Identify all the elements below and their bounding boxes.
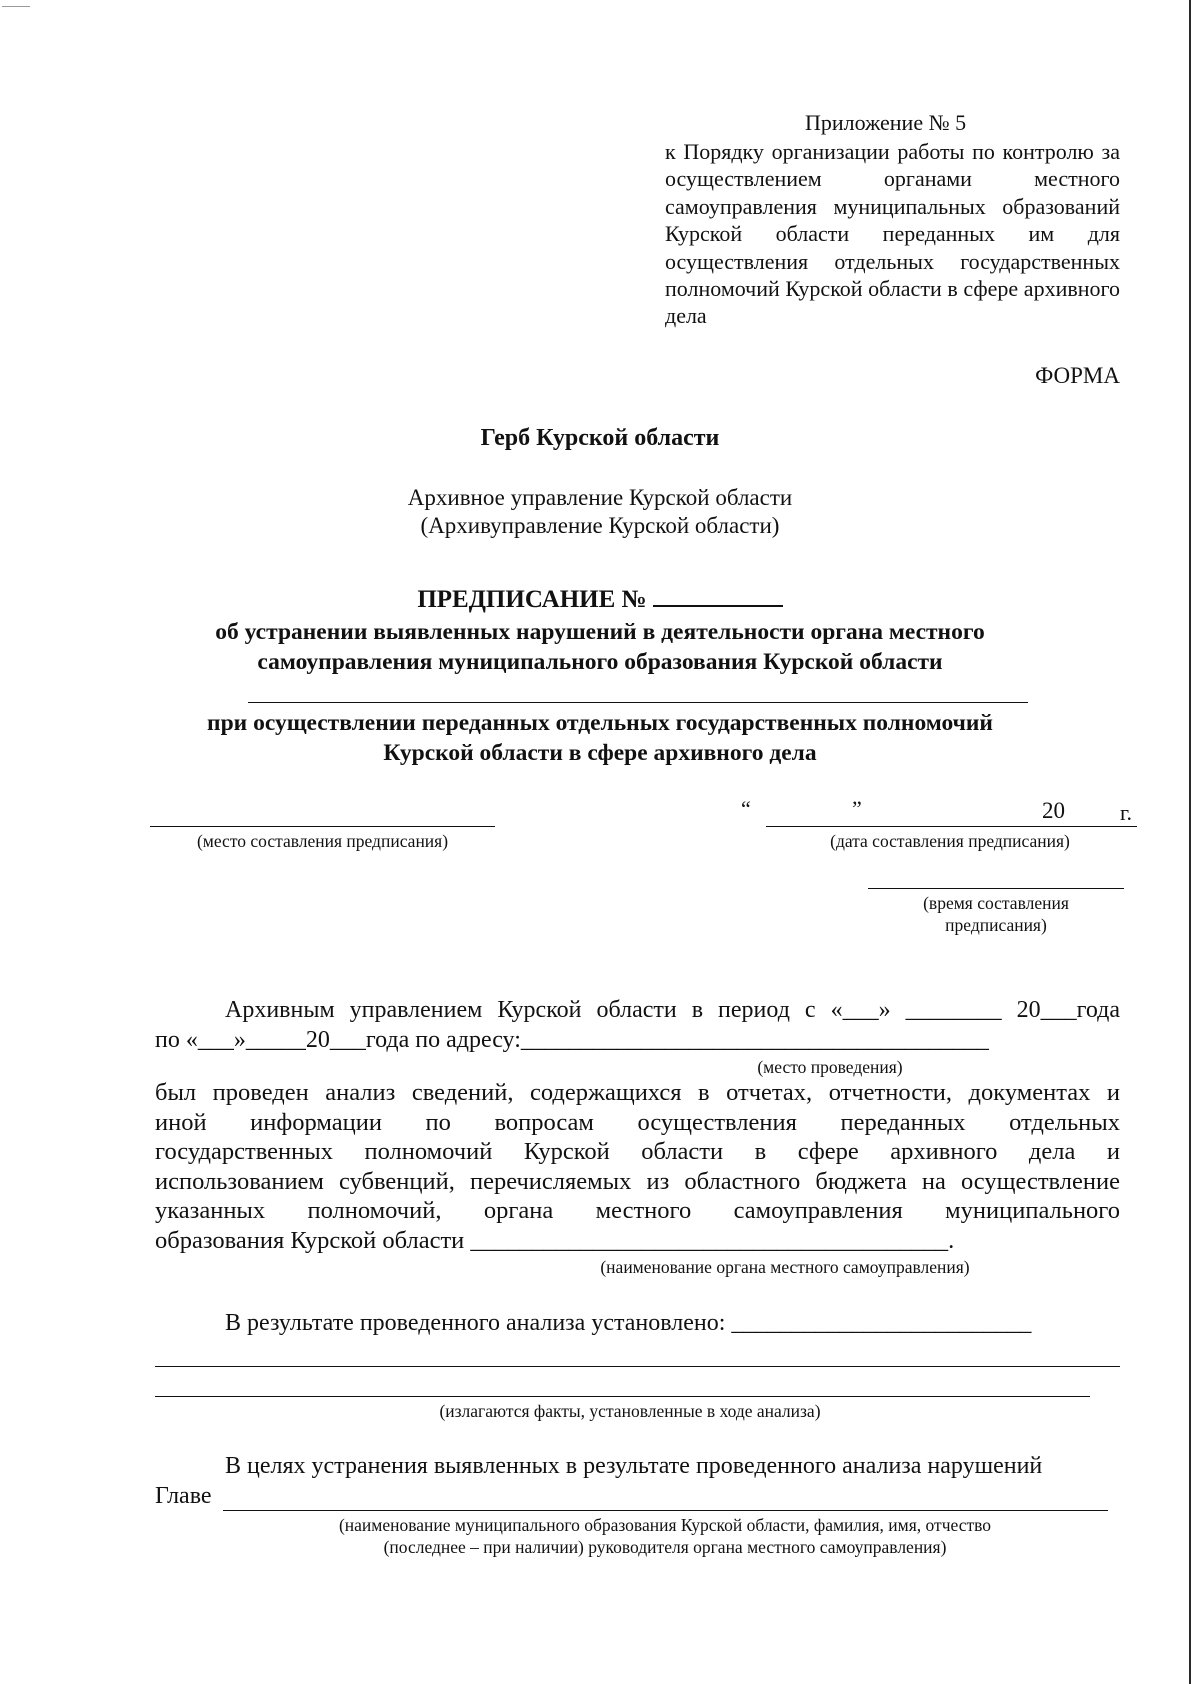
document-subtitle-continued: [0, 708, 1200, 768]
subtitle-line-3: при осуществлении переданных отдельных государственных полномочий: [207, 710, 993, 736]
head-label: Главе: [155, 1483, 212, 1509]
place-caption: (место составления предписания): [196, 831, 449, 851]
date-field[interactable]: [766, 826, 1137, 827]
result-caption: (излагаются факты, установленные в ходе анализа): [439, 1401, 821, 1421]
document-title: [0, 583, 1200, 614]
head-caption-line-2: (последнее – при наличии) руководителя органа местного самоуправления): [383, 1537, 947, 1557]
subtitle-line-4: Курской области в сфере архивного дела: [383, 740, 817, 766]
date-open-quote: “: [741, 796, 751, 821]
head-field[interactable]: [223, 1510, 1108, 1511]
analysis-body-line: использованием субвенций, перечисляемых из областного бюджета на осуществление: [155, 1167, 1120, 1195]
purpose-line: В целях устранения выявленных в результате проведенного анализа нарушений: [225, 1453, 1043, 1479]
municipality-field[interactable]: [248, 702, 1028, 703]
analysis-body-line: указанных полномочий, органа местного самоуправления муниципального: [155, 1197, 1120, 1224]
analysis-body-line: иной информации по вопросам осуществления переданных отдельных: [155, 1108, 1120, 1136]
appendix-body: к Порядку организации работы по контролю за осуществлением органами местного самоуправления муниципальных образований Курской области переданных им для осуществления отдельных государственных полномочий Курской области в сфере архивного дела: [665, 139, 1120, 329]
organization-block: [0, 484, 1200, 540]
analysis-body-line: был проведен анализ сведений, содержащихся в отчетах, отчетности, документах и: [155, 1079, 1120, 1106]
subtitle-line-1: об устранении выявленных нарушений в деятельности органа местного: [215, 619, 985, 645]
place-field[interactable]: [150, 826, 495, 827]
date-caption: (дата составления предписания): [830, 831, 1070, 851]
page-edge: [1189, 0, 1191, 1684]
analysis-body-line: государственных полномочий Курской области в сфере архивного дела и: [155, 1138, 1120, 1165]
analysis-line-1: Архивным управлением Курской области в период с «___» ________ 20___года: [225, 997, 1120, 1023]
analysis-body: [155, 1078, 1120, 1255]
date-year-prefix: 20: [1042, 798, 1065, 823]
form-label: ФОРМА: [1035, 363, 1120, 388]
result-field-line-1[interactable]: [155, 1366, 1120, 1367]
organization-short-name: (Архивуправление Курской области): [420, 513, 780, 538]
time-field[interactable]: [868, 888, 1124, 889]
subtitle-line-2: самоуправления муниципального образования Курской области: [257, 649, 943, 675]
analysis-place-caption: (место проведения): [757, 1057, 903, 1077]
analysis-line-2: по «___»_____20___года по адресу:_______________________________________: [155, 1027, 989, 1053]
result-field-line-2[interactable]: [155, 1396, 1090, 1397]
appendix-title: Приложение № 5: [805, 110, 967, 135]
coat-of-arms-placeholder: Герб Курской области: [480, 425, 720, 451]
document-subtitle: [0, 617, 1200, 677]
time-caption-line-1: (время составления: [923, 893, 1069, 913]
time-caption: [868, 892, 1124, 936]
page-edge-mark: [2, 6, 30, 7]
document-number-field[interactable]: [653, 583, 783, 607]
head-caption-line-1: (наименование муниципального образования Курской области, фамилия, имя, отчество: [338, 1515, 992, 1535]
result-line: В результате проведенного анализа установлено: _________________________: [225, 1310, 1032, 1336]
date-year-suffix: г.: [1120, 800, 1133, 825]
analysis-body-last-line: образования Курской области _______________________________________.: [155, 1226, 955, 1254]
time-caption-line-2: предписания): [945, 915, 1047, 935]
date-close-quote: ”: [852, 796, 862, 821]
head-caption: [220, 1514, 1110, 1558]
analysis-body-caption: (наименование органа местного самоуправления): [600, 1257, 970, 1277]
organization-name: Архивное управление Курской области: [407, 485, 793, 510]
document-title-text: ПРЕДПИСАНИЕ №: [417, 586, 647, 613]
